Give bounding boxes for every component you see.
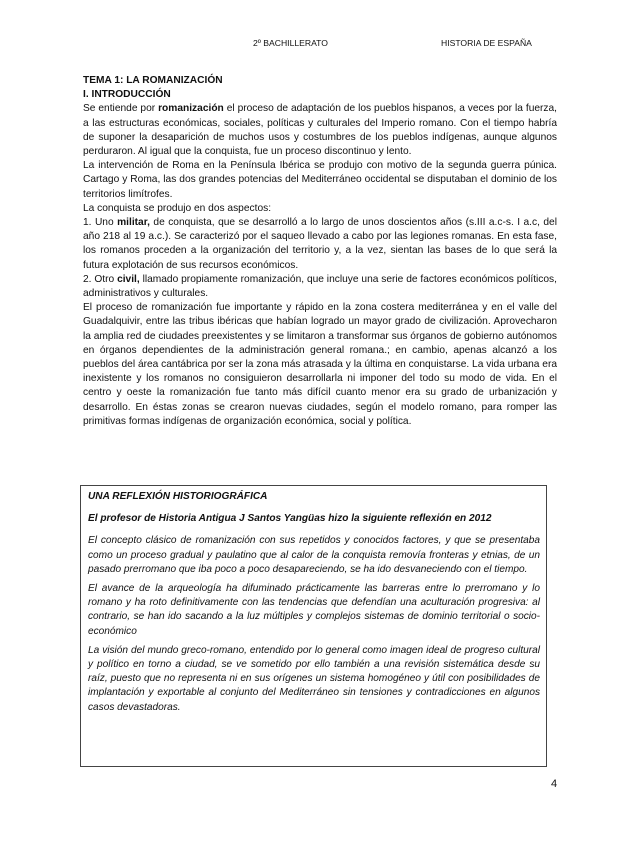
paragraph-military [83, 216, 557, 273]
text-run: el proceso de adaptación de los pueblos hispanos, a veces por la fuerza, a las estructuras económicas, sociales, políticas y culturales del Imperio romano. Con el tiempo habría de suponer la desaparición de muchos usos y costumbres de los pueblos indígenas, aunque algunos perduraron. Al igual que la conquista, fue un proceso discontinuo y lento. [83, 103, 558, 158]
page-number: 4 [551, 778, 558, 790]
text-run: de conquista, que se desarrolló a lo largo de unos doscientos años (s.III a.c-s. I a.c, del año 218 al 19 a.c.). Se caracterizó por el saqueo llevado a cabo por las legiones romanas. En esta fase, los romanos proceden a la organización del territorio y, a la vez, sientan las bases de lo que será la futura explotación de sus recursos económicos. [83, 217, 557, 271]
text-run: Se entiende por [83, 103, 159, 115]
bold-term: romanización [158, 103, 224, 115]
paragraph-process: El proceso de romanización fue importante y rápido en la zona costera mediterránea y en el valle del Guadalquivir, entre las tribus ibéricas que habían logrado un mayor grado de civilización. Aprovecharon la amplia red de ciudades preexistentes y se limitaron a transformar sus órganos de gobierno autónomos en órganos dependientes de la administración general romana.; en cambio, apenas alcanzó a los pueblos del área cantábrica por ser la zona más atrasada y la última en conquistarse. La vida urbana era inexistente y los romanos no consiguieron desarrollarla ni imponer del todo su modo de vida. En el centro y oeste la romanización fue tanto más difícil cuanto menor era su grado de urbanización y desarrollo. En éstas zonas se crearon nuevas ciudades, según el modelo romano, para romper las primitivas formas indígenas de organización económica, social y política. [83, 302, 557, 427]
box-quote-1: El concepto clásico de romanización con sus repetidos y conocidos factores, y que se presentaba como un proceso gradual y paulatino que al calor de la conquista removía fronteras y etnias, de un pasado prerromano que iba poco a poco desapareciendo, se ha ido desvaneciendo con el tiempo. [88, 535, 540, 575]
text-run: 1. Uno [83, 217, 118, 229]
historiography-box [80, 485, 547, 767]
text-run: llamado propiamente romanización, que incluye una serie de factores económicos políticos, administrativos y culturales. [83, 273, 557, 300]
topic-title: TEMA 1: LA ROMANIZACIÓN [83, 75, 223, 86]
box-subheading: El profesor de Historia Antigua J Santos Yangüas hizo la siguiente reflexión en 2012 [88, 513, 492, 525]
paragraph-intervention: La intervención de Roma en la Península Ibérica se produjo con motivo de la segunda guerra púnica. Cartago y Roma, las dos grandes potencias del Mediterráneo occidental se disputaban el dominio de los territorios limítrofes. [83, 160, 557, 200]
bold-term: civil, [117, 273, 140, 285]
paragraph-definition [83, 102, 557, 159]
box-quote-2: El avance de la arqueología ha difuminado prácticamente las barreras entre lo prerromano y lo romano y ha roto definitivamente con las tendencias que defendían una aculturación progresiva: al contrario, se han ido sacando a la luz múltiples y complejos sistemas de dominio territorial o socio-económico [88, 583, 540, 637]
bold-term: militar, [117, 217, 150, 229]
box-heading: UNA REFLEXIÓN HISTORIOGRÁFICA [88, 491, 268, 502]
section-heading: I. INTRODUCCIÓN [83, 89, 171, 101]
header-subject: HISTORIA DE ESPAÑA [441, 38, 532, 48]
box-quote-3: La visión del mundo greco-romano, entendido por lo general como imagen ideal de progreso cultural y político en torno a ciudad, se ve sometido por ello también a una revisión sistemática desde su raíz, puesto que no representa ni en sus orígenes un sistema homogéneo y útil con posibilidades de implantación y exportable al conjunto del Mediterráneo sin tensiones y contradicciones en algunos casos devastadoras. [88, 644, 540, 713]
paragraph-aspects: La conquista se produjo en dos aspectos: [83, 202, 272, 214]
paragraph-civil [83, 273, 557, 301]
main-content [83, 74, 557, 429]
text-run: 2. Otro [83, 273, 118, 285]
header-course: 2º BACHILLERATO [253, 38, 328, 48]
